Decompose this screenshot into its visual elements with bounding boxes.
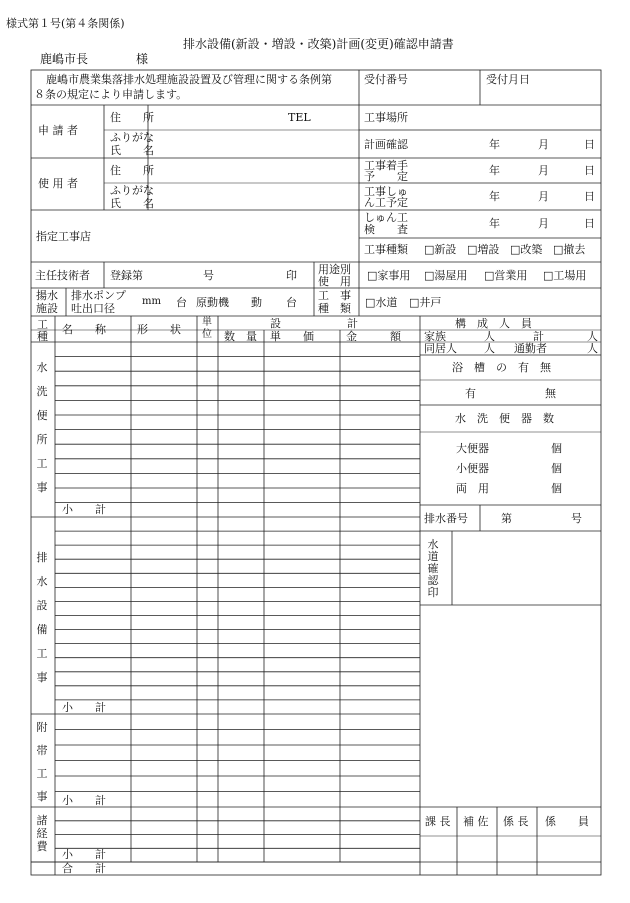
toilet-both: 両 用 — [456, 482, 489, 495]
pump-facility-label-1: 揚水 — [36, 289, 58, 302]
applicant-address-label: 住 所 — [110, 111, 154, 124]
members-family: 家族 — [424, 330, 446, 343]
bath-yes: 有 — [465, 387, 476, 400]
col-kouhu-2: 種 — [37, 330, 48, 343]
section-shokei — [34, 815, 50, 854]
pump-dou: 動 — [251, 296, 262, 309]
work-kind-add[interactable]: □増設 — [467, 243, 500, 256]
section-suisen-char: 事 — [36, 481, 48, 494]
col-unit-2: 位 — [202, 329, 212, 340]
section-shokei-char: 諸 — [36, 814, 48, 827]
members-cohabitant: 同居人 — [424, 342, 457, 355]
col-kouhu-1: 工 — [37, 318, 48, 331]
water-kind-label-2: 種 類 — [318, 302, 351, 315]
addressee-honorific: 様 — [136, 52, 149, 66]
complete-label-1: 工事しゅ — [364, 185, 408, 198]
work-kind-remove[interactable]: □撤去 — [553, 243, 586, 256]
pump-label-1: 排水ポンプ — [71, 289, 126, 302]
chief-reg-label: 登録第 — [110, 269, 143, 282]
bath-no: 無 — [545, 387, 556, 400]
inspect-label-1: しゅん工 — [364, 211, 408, 224]
applicant-tel-label: TEL — [288, 111, 311, 124]
drain-number-label: 排水番号 — [424, 512, 468, 525]
plan-day: 日 — [584, 138, 595, 151]
toilet-small-ko: 個 — [551, 462, 562, 475]
contractor-label: 指定工事店 — [36, 230, 91, 243]
members-commuter-nin: 人 — [587, 342, 598, 355]
section-haisui-char: 設 — [36, 599, 48, 612]
section-futai — [34, 722, 50, 814]
use-bathhouse[interactable]: □湯屋用 — [424, 269, 468, 282]
section-haisui-char: 備 — [36, 623, 48, 636]
water-confirm-char: 水 — [427, 538, 439, 551]
subtotal-suisen: 小 計 — [62, 503, 106, 516]
applicant-label: 申 請 者 — [38, 124, 78, 137]
complete-label-2: ん工予定 — [364, 196, 408, 209]
col-amount: 金 額 — [346, 330, 401, 343]
col-unit-1: 単 — [202, 317, 212, 328]
inspect-label-2: 検 査 — [364, 223, 408, 236]
toilets-title: 水 洗 便 器 数 — [455, 412, 554, 425]
user-furigana-label: ふりがな — [110, 184, 154, 197]
start-month: 月 — [538, 164, 549, 177]
col-name: 名 称 — [62, 323, 106, 336]
plan-month: 月 — [538, 138, 549, 151]
grand-total: 合 計 — [62, 862, 106, 875]
toilet-big: 大便器 — [456, 442, 489, 455]
form-title: 排水設備(新設・増設・改築)計画(変更)確認申請書 — [183, 37, 454, 51]
water-confirm-char: 認 — [427, 574, 439, 587]
section-suisen-char: 便 — [36, 409, 48, 422]
section-shokei-char: 経 — [36, 827, 48, 840]
section-haisui-char: 事 — [36, 671, 48, 684]
reception-number-label: 受付番号 — [364, 73, 408, 86]
intro-line-2: ８条の規定により申請します。 — [34, 88, 188, 101]
section-suisen-char: 水 — [36, 361, 48, 374]
addressee: 鹿嶋市長 — [40, 52, 89, 66]
toilet-small: 小便器 — [456, 462, 489, 475]
section-futai-char: 事 — [36, 790, 48, 803]
water-opt-tap[interactable]: □水道 — [365, 296, 398, 309]
members-total: 計 — [533, 330, 544, 343]
water-opt-well[interactable]: □井戸 — [409, 296, 442, 309]
members-family-nin: 人 — [484, 330, 495, 343]
section-shokei-char: 費 — [36, 840, 48, 853]
section-suisen-char: 所 — [36, 433, 48, 446]
subtotal-shokei: 小 計 — [62, 848, 106, 861]
start-day: 日 — [584, 164, 595, 177]
section-haisui-char: 水 — [36, 575, 48, 588]
inspect-day: 日 — [584, 217, 595, 230]
drain-dai: 第 — [501, 512, 512, 525]
col-design: 設 計 — [270, 317, 358, 330]
start-label-2: 予 定 — [364, 170, 408, 183]
water-confirm-char: 印 — [427, 586, 439, 599]
form-number: 様式第１号(第４条関係) — [6, 17, 125, 30]
use-factory[interactable]: □工場用 — [543, 269, 587, 282]
drain-go: 号 — [571, 512, 582, 525]
approval-section-chief: 課 長 — [425, 815, 451, 828]
start-label-1: 工事着手 — [364, 159, 408, 172]
plan-confirm-label: 計画確認 — [364, 138, 408, 151]
user-name-label: 氏 名 — [110, 197, 154, 210]
complete-month: 月 — [538, 190, 549, 203]
subtotal-haisui: 小 計 — [62, 701, 106, 714]
intro-line-1: 鹿嶋市農業集落排水処理施設設置及び管理に関する条例第 — [46, 73, 332, 86]
complete-year: 年 — [489, 190, 500, 203]
toilet-both-ko: 個 — [551, 482, 562, 495]
inspect-month: 月 — [538, 217, 549, 230]
work-kind-label: 工事種類 — [364, 243, 408, 256]
approval-staff: 係 員 — [545, 815, 589, 828]
members-commuter: 通勤者 — [514, 342, 547, 355]
reception-date-label: 受付月日 — [486, 73, 530, 86]
section-haisui-char: 排 — [36, 551, 48, 564]
bath-title: 浴 槽 の 有 無 — [452, 361, 551, 374]
pump-mm: mm — [142, 296, 161, 307]
col-qty: 数 量 — [224, 330, 257, 343]
approval-assistant: 補 佐 — [463, 815, 489, 828]
members-cohabitant-nin: 人 — [484, 342, 495, 355]
section-futai-char: 帯 — [36, 744, 48, 757]
chief-engineer-label: 主任技術者 — [35, 269, 90, 282]
pump-units-2: 台 — [286, 296, 297, 309]
section-suisen-char: 洗 — [36, 385, 48, 398]
use-label-2: 使 用 — [318, 275, 351, 288]
user-label: 使 用 者 — [38, 177, 78, 190]
water-confirm-char: 確 — [427, 562, 439, 575]
section-suisen-char: 工 — [36, 457, 48, 470]
pump-label-2: 吐出口径 — [71, 302, 115, 315]
subtotal-futai: 小 計 — [62, 794, 106, 807]
col-shape: 形 状 — [137, 323, 181, 336]
plan-year: 年 — [489, 138, 500, 151]
section-suisen — [34, 362, 50, 506]
members-total-nin: 人 — [587, 330, 598, 343]
pump-motor: 原動機 — [196, 296, 229, 309]
use-business[interactable]: □営業用 — [484, 269, 528, 282]
members-title: 構 成 人 員 — [455, 317, 532, 330]
water-confirm-seal — [425, 539, 441, 599]
section-futai-char: 工 — [36, 767, 48, 780]
applicant-name-label: 氏 名 — [110, 144, 154, 157]
chief-go: 号 — [203, 269, 214, 282]
pump-facility-label-2: 施設 — [36, 302, 58, 315]
water-confirm-char: 道 — [427, 550, 439, 563]
complete-day: 日 — [584, 190, 595, 203]
use-household[interactable]: □家事用 — [367, 269, 411, 282]
site-label: 工事場所 — [364, 111, 408, 124]
section-futai-char: 附 — [36, 721, 48, 734]
toilet-big-ko: 個 — [551, 442, 562, 455]
inspect-year: 年 — [489, 217, 500, 230]
start-year: 年 — [489, 164, 500, 177]
work-kind-new[interactable]: □新設 — [424, 243, 457, 256]
user-address-label: 住 所 — [110, 164, 154, 177]
section-haisui — [34, 552, 50, 696]
approval-unit-chief: 係 長 — [503, 815, 529, 828]
use-label-1: 用途別 — [318, 263, 351, 276]
chief-seal: 印 — [286, 269, 297, 282]
section-haisui-char: 工 — [36, 647, 48, 660]
col-price: 単 価 — [270, 330, 314, 343]
pump-units: 台 — [176, 296, 187, 309]
work-kind-rebuild[interactable]: □改築 — [510, 243, 543, 256]
applicant-furigana-label: ふりがな — [110, 131, 154, 144]
water-kind-label-1: 工 事 — [318, 289, 351, 302]
